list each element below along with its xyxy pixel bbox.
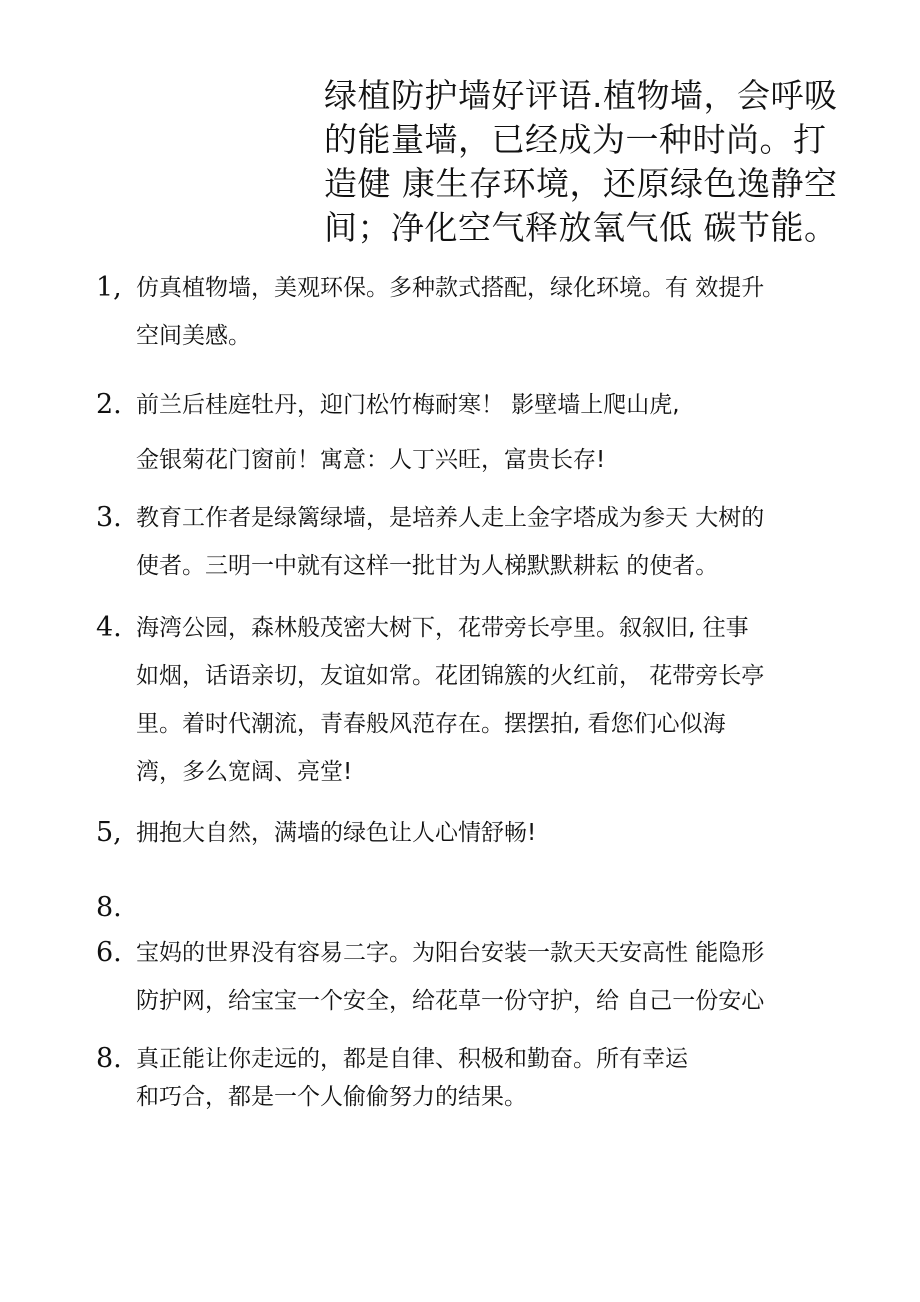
list-item-number: 1, [96, 272, 122, 303]
list-item-line: 真正能让你走远的，都是自律、积极和勤奋。所有幸运 [136, 1046, 688, 1072]
list-item-line: 使者。三明一中就有这样一批甘为人梯默默耕耘 的使者。 [136, 553, 719, 579]
list-item-line: 金银菊花门窗前！寓意：人丁兴旺，富贵长存! [136, 447, 606, 473]
list-item-line: 防护网，给宝宝一个安全，给花草一份守护，给 自己一份安心 [136, 988, 765, 1014]
list-item-number: 6. [96, 937, 122, 968]
list-item-line: 教育工作者是绿篱绿墙，是培养人走上金字塔成为参天 大树的 [136, 505, 765, 531]
intro-paragraph [324, 74, 844, 250]
intro-line: 造健 康生存环境，还原绿色逸静空 [324, 164, 838, 203]
intro-line: 的能量墙，已经成为一种时尚。打 [324, 120, 827, 159]
list-item-2 [96, 389, 856, 476]
list-item-number: 3. [96, 502, 122, 533]
list-item-number: 5, [96, 817, 122, 848]
list-item-line: 宝妈的世界没有容易二字。为阳台安装一款天天安高性 能隐形 [136, 940, 765, 966]
list-item-line: 拥抱大自然，满墙的绿色让人心情舒畅! [136, 820, 537, 846]
list-item-line: 和巧合，都是一个人偷偷努力的结果。 [136, 1084, 527, 1110]
list-item-number: 8. [96, 1043, 122, 1074]
list-item-5 [96, 817, 856, 849]
intro-line: 间；净化空气释放氧气低 碳节能。 [324, 208, 838, 247]
list-item-6 [96, 937, 856, 1017]
list-item-3 [96, 502, 856, 582]
list-item-line: 前兰后桂庭牡丹，迎门松竹梅耐寒！ 影壁墙上爬山虎, [136, 392, 680, 418]
list-item-number: 4. [96, 612, 122, 643]
stray-number: 8. [96, 892, 122, 923]
list-item-line: 湾，多么宽阔、亮堂! [136, 759, 353, 785]
list-item-line: 如烟，话语亲切，友谊如常。花团锦簇的火红前， 花带旁长亭 [136, 663, 765, 689]
list-item-line: 里。着时代潮流，青春般风范存在。摆摆拍, 看您们心似海 [136, 711, 726, 737]
list-item-line: 空间美感。 [136, 323, 251, 349]
list-item-7 [96, 1043, 856, 1113]
list-item-number: 2. [96, 389, 122, 420]
list-item-line: 仿真植物墙，美观环保。多种款式搭配，绿化环境。有 效提升 [136, 275, 765, 301]
list-item-1 [96, 272, 856, 352]
list-item-line: 海湾公园，森林般茂密大树下，花带旁长亭里。叙叙旧, 往事 [136, 615, 749, 641]
list-item-4 [96, 612, 856, 788]
intro-line: 绿植防护墙好评语.植物墙，会呼吸 [324, 76, 838, 115]
